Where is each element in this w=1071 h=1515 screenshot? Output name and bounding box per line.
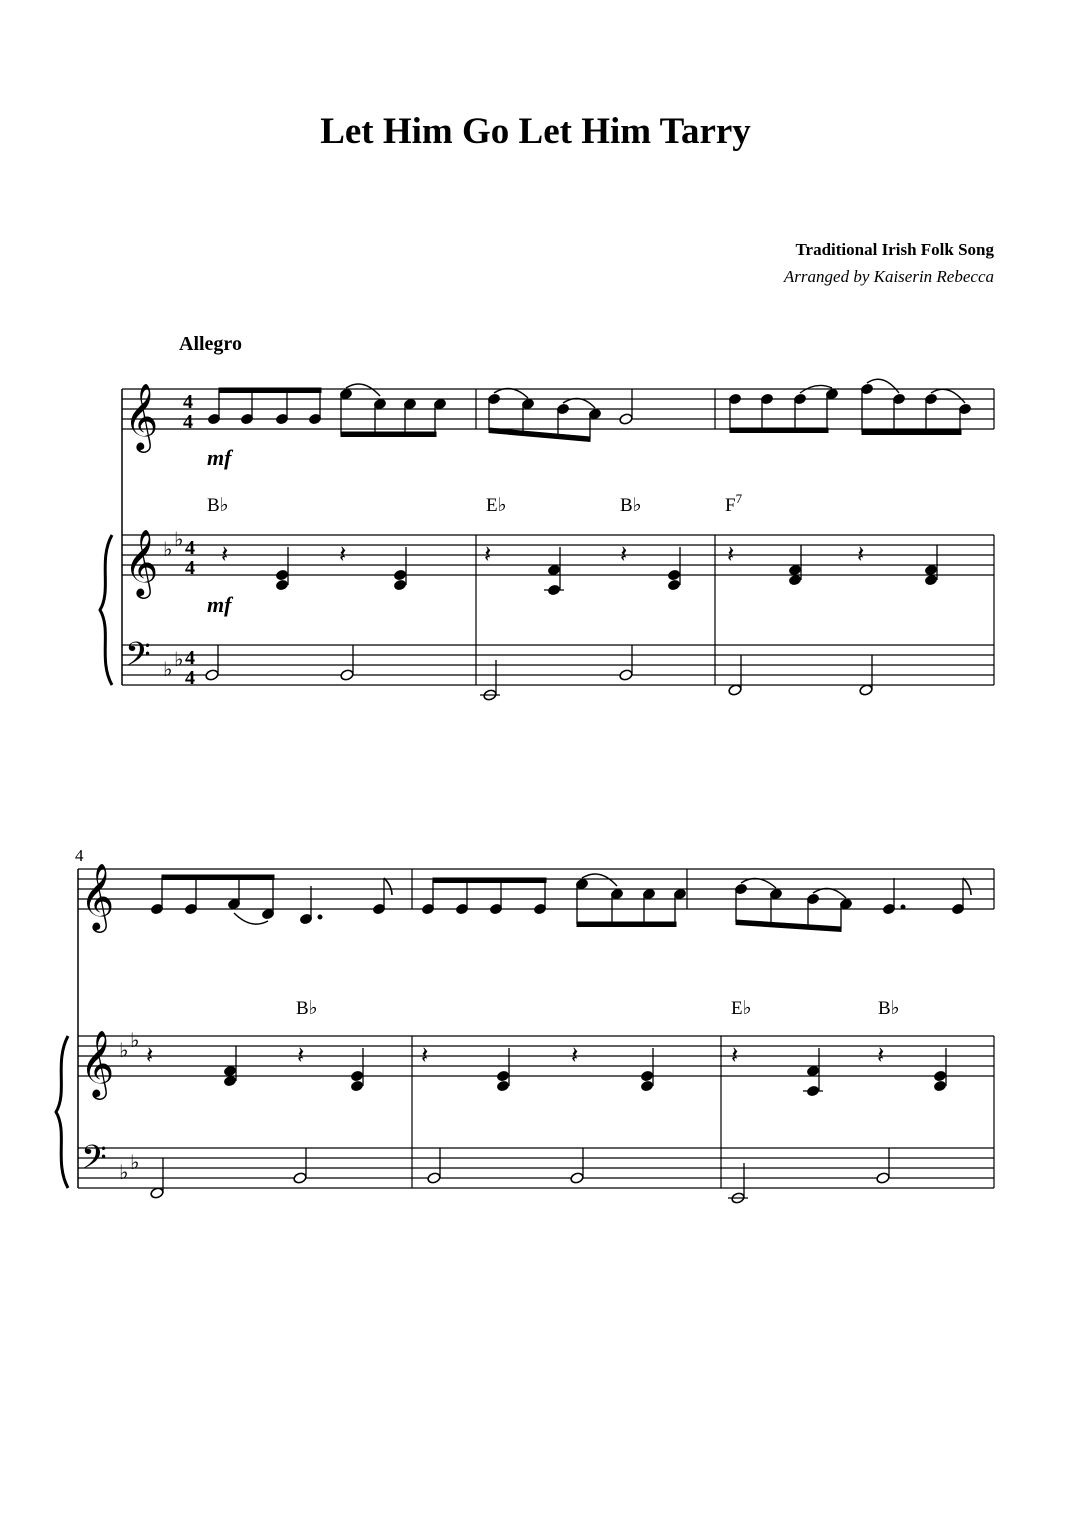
flat-icon: ♭: [119, 1160, 129, 1184]
time-signature-top: 4: [185, 647, 195, 669]
melody-notes-m2: [487, 389, 633, 442]
svg-text:𝄽: 𝄽: [297, 1041, 305, 1069]
barlines-2: [412, 869, 994, 1188]
piano-bass-notes-2: [150, 1148, 890, 1204]
svg-text:𝄽: 𝄽: [146, 1041, 154, 1069]
measure-number: 4: [75, 846, 84, 865]
svg-text:𝄽: 𝄽: [877, 1041, 885, 1069]
score-title: Let Him Go Let Him Tarry: [320, 111, 751, 152]
melody-notes-m3: [728, 379, 971, 434]
chord-symbol: E♭: [486, 495, 507, 516]
treble-clef-icon: 𝄞: [80, 1029, 115, 1097]
time-signature-top: 4: [185, 537, 195, 559]
piano-treble-staff-2: [78, 1036, 994, 1076]
piano-bass-notes-1: [205, 645, 873, 701]
flat-icon: ♭: [163, 537, 173, 561]
dynamic-marking: mf: [207, 592, 232, 617]
flat-icon: ♭: [174, 647, 184, 671]
dynamic-marking: mf: [207, 445, 232, 470]
piano-treble-notes-2: [146, 1041, 947, 1097]
svg-text:𝄽: 𝄽: [484, 540, 492, 568]
chord-symbol: $F^7$: [725, 491, 743, 516]
svg-text:𝄽: 𝄽: [731, 1041, 739, 1069]
svg-text:𝄽: 𝄽: [339, 540, 347, 568]
chord-symbol: B♭: [207, 495, 229, 516]
svg-text:𝄽: 𝄽: [620, 540, 628, 568]
time-signature-bottom: 4: [185, 557, 195, 579]
flat-icon: ♭: [163, 657, 173, 681]
flat-icon: ♭: [130, 1150, 140, 1174]
arranger-credit: Arranged by Kaiserin Rebecca: [783, 267, 994, 286]
svg-text:𝄽: 𝄽: [571, 1041, 579, 1069]
chord-symbol: B♭: [296, 998, 318, 1019]
svg-text:𝄽: 𝄽: [421, 1041, 429, 1069]
svg-text:𝄽: 𝄽: [727, 540, 735, 568]
time-signature-bottom: 4: [183, 411, 193, 433]
piano-bass-staff-1: [122, 645, 994, 685]
piano-treble-notes-1: [221, 540, 938, 596]
piano-brace: [100, 535, 112, 685]
flat-icon: ♭: [130, 1028, 140, 1052]
tempo-marking: Allegro: [179, 333, 242, 355]
time-signature-bottom: 4: [185, 667, 195, 689]
treble-clef-icon: 𝄞: [124, 528, 159, 596]
chord-symbol: E♭: [731, 998, 752, 1019]
time-signature-top: 4: [183, 391, 193, 413]
svg-text:𝄽: 𝄽: [857, 540, 865, 568]
bass-clef-icon: 𝄢: [81, 1139, 107, 1185]
piano-brace: [56, 1036, 68, 1188]
svg-text:𝄽: 𝄽: [221, 540, 229, 568]
melody-notes-m4: [150, 875, 392, 925]
treble-clef-icon: 𝄞: [80, 862, 115, 930]
bass-clef-icon: 𝄢: [125, 636, 151, 682]
treble-clef-icon: 𝄞: [124, 382, 159, 450]
flat-icon: ♭: [174, 527, 184, 551]
piano-bass-staff-2: [78, 1148, 994, 1188]
chord-symbol: B♭: [620, 495, 642, 516]
melody-notes-m6: [734, 878, 971, 932]
chord-symbol: B♭: [878, 998, 900, 1019]
flat-icon: ♭: [119, 1038, 129, 1062]
melody-notes-m5: [421, 874, 686, 927]
composer-credit: Traditional Irish Folk Song: [795, 240, 994, 259]
system-2: [56, 846, 994, 1204]
system-1: [100, 379, 994, 701]
